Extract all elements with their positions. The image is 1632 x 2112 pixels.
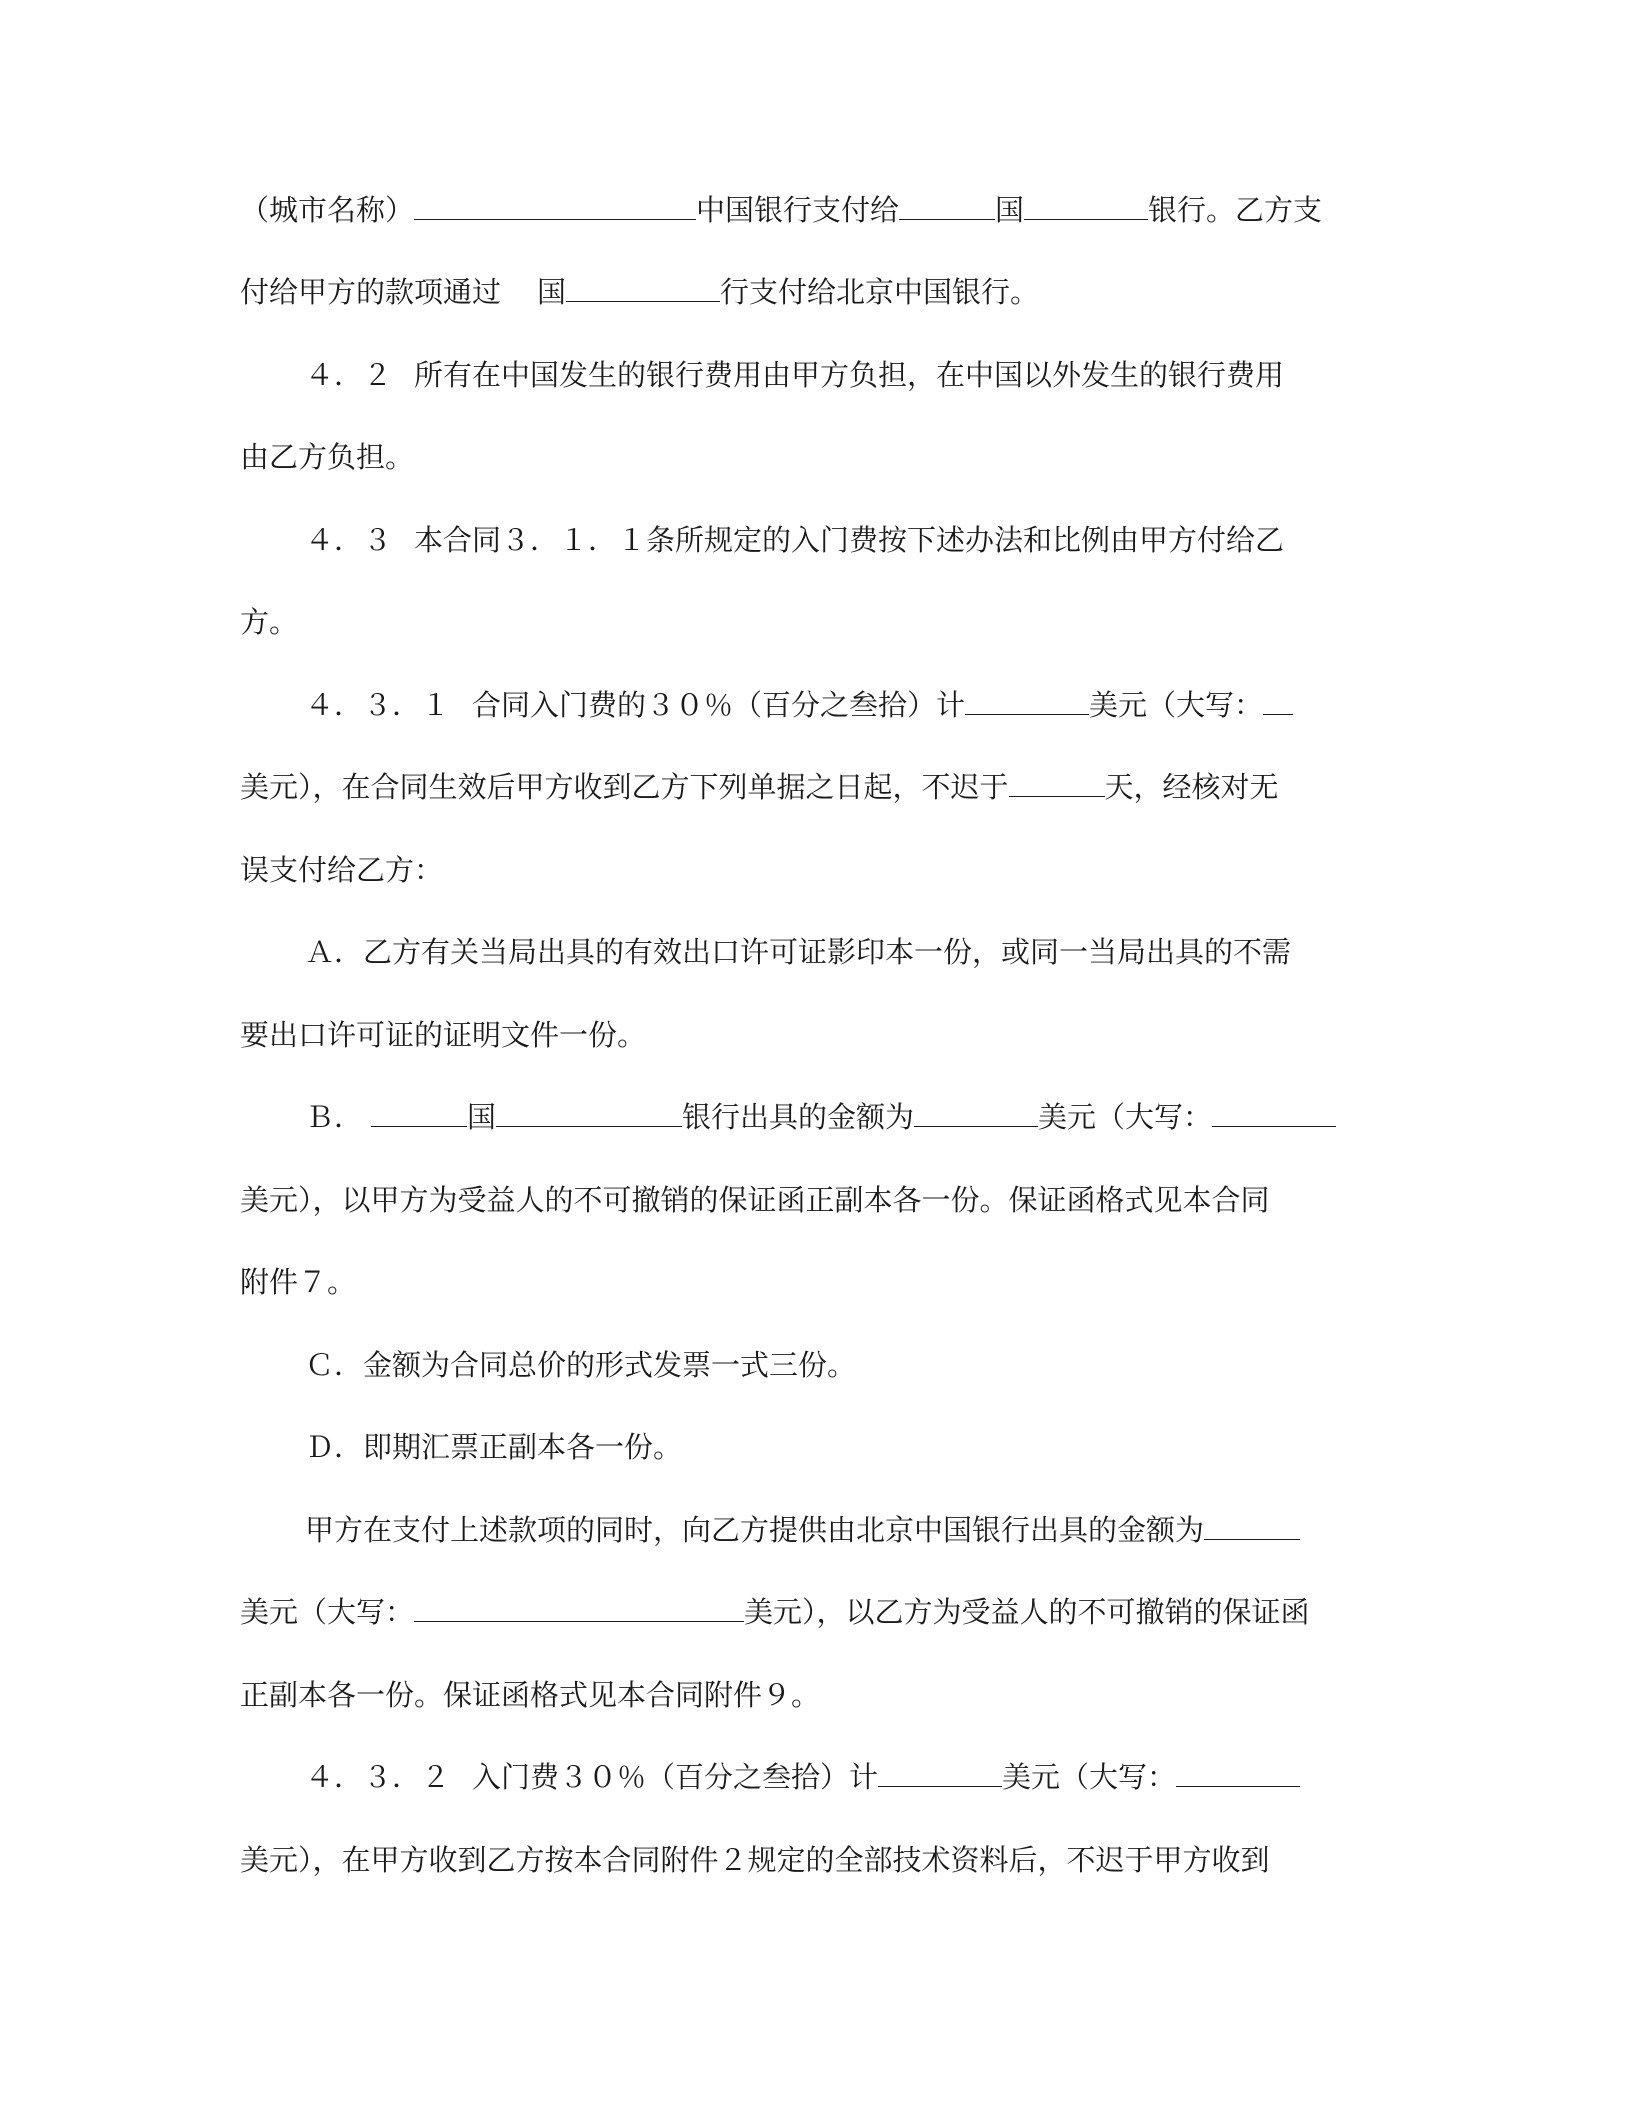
fill-in-blank (1024, 185, 1148, 220)
text-segment: Ｄ．即期汇票正副本各一份。 (305, 1430, 683, 1464)
fill-in-blank (566, 267, 720, 302)
fill-in-blank (965, 680, 1089, 715)
fill-in-blank (1263, 680, 1293, 715)
paragraph-line (305, 1340, 856, 1390)
paragraph-line (305, 680, 1293, 730)
text-segment: 附件７。 (240, 1265, 357, 1299)
paragraph-line (305, 1752, 1300, 1802)
text-segment: 入门费３０％（百分之叁拾）计 (472, 1760, 879, 1794)
text-segment: 美元），以甲方为受益人的不可撤销的保证函正副本各一份。保证函格式见本合同 (240, 1183, 1270, 1217)
text-segment: 美元（大写： (1089, 688, 1264, 722)
paragraph-line (240, 1257, 356, 1307)
clause-number: ４．３．２ (305, 1760, 451, 1794)
fill-in-blank (1009, 762, 1105, 797)
clause-number: ４．３ (305, 523, 393, 557)
paragraph-line (240, 597, 298, 647)
paragraph-line (240, 432, 414, 482)
text-segment: 本合同３．１．１条所规定的入门费按下述办法和比例由甲方付给乙 (414, 523, 1285, 557)
text-segment: 国 (537, 275, 567, 309)
text-segment: 美元），在甲方收到乙方按本合同附件２规定的全部技术资料后，不迟于甲方收到 (240, 1843, 1270, 1877)
fill-in-blank (371, 1092, 467, 1127)
text-segment: 国 (995, 193, 1025, 227)
paragraph-line (240, 267, 1039, 317)
fill-in-blank (1212, 1092, 1336, 1127)
text-segment: Ａ．乙方有关当局出具的有效出口许可证影印本一份，或同一当局出具的不需 (305, 935, 1292, 969)
clause-number: ４．３．１ (305, 688, 451, 722)
fill-in-blank (878, 1752, 1002, 1787)
paragraph-line (305, 515, 1284, 565)
text-segment: 天，经核对无 (1104, 770, 1279, 804)
text-segment: 合同入门费的３０％（百分之叁拾）计 (472, 688, 966, 722)
paragraph-line (305, 1505, 1300, 1555)
paragraph-line (240, 1175, 1270, 1225)
fill-in-blank (1176, 1752, 1300, 1787)
paragraph-line (305, 350, 1284, 400)
paragraph-line (240, 762, 1279, 812)
paragraph-line (305, 1422, 682, 1472)
text-segment: 银行出具的金额为 (682, 1100, 915, 1134)
text-segment: 美元（大写： (240, 1595, 415, 1629)
text-segment: 美元），以乙方为受益人的不可撤销的保证函 (744, 1595, 1310, 1629)
text-segment: 方。 (240, 605, 299, 639)
text-segment: Ｂ． (305, 1100, 364, 1134)
text-segment: 国 (467, 1100, 497, 1134)
text-segment: 误支付给乙方： (240, 853, 444, 887)
fill-in-blank (914, 1092, 1038, 1127)
text-segment: （城市名称） (240, 193, 415, 227)
fill-in-blank (414, 185, 696, 220)
paragraph-line (305, 1092, 1336, 1142)
text-segment: 要出口许可证的证明文件一份。 (240, 1018, 647, 1052)
paragraph-line (240, 185, 1322, 235)
paragraph-line (305, 927, 1291, 977)
text-segment: 付给甲方的款项通过 (240, 275, 502, 309)
text-segment: 由乙方负担。 (240, 440, 415, 474)
paragraph-line (240, 1010, 646, 1060)
paragraph-line (240, 845, 443, 895)
clause-number: ４．２ (305, 358, 393, 392)
text-segment: 银行。乙方支 (1148, 193, 1323, 227)
text-segment: Ｃ．金额为合同总价的形式发票一式三份。 (305, 1348, 857, 1382)
fill-in-blank (899, 185, 995, 220)
fill-in-blank (414, 1587, 744, 1622)
text-segment: 美元（大写： (1002, 1760, 1177, 1794)
paragraph-line (240, 1587, 1310, 1637)
text-segment: 正副本各一份。保证函格式见本合同附件９。 (240, 1678, 821, 1712)
text-segment: 美元（大写： (1038, 1100, 1213, 1134)
fill-in-blank (496, 1092, 682, 1127)
text-segment: 中国银行支付给 (696, 193, 900, 227)
text-segment: 所有在中国发生的银行费用由甲方负担，在中国以外发生的银行费用 (414, 358, 1285, 392)
fill-in-blank (1204, 1505, 1300, 1540)
paragraph-line (240, 1835, 1270, 1885)
text-segment: 美元），在合同生效后甲方收到乙方下列单据之日起，不迟于 (240, 770, 1009, 804)
text-segment: 甲方在支付上述款项的同时，向乙方提供由北京中国银行出具的金额为 (305, 1513, 1205, 1547)
text-segment: 行支付给北京中国银行。 (720, 275, 1040, 309)
paragraph-line (240, 1670, 820, 1720)
